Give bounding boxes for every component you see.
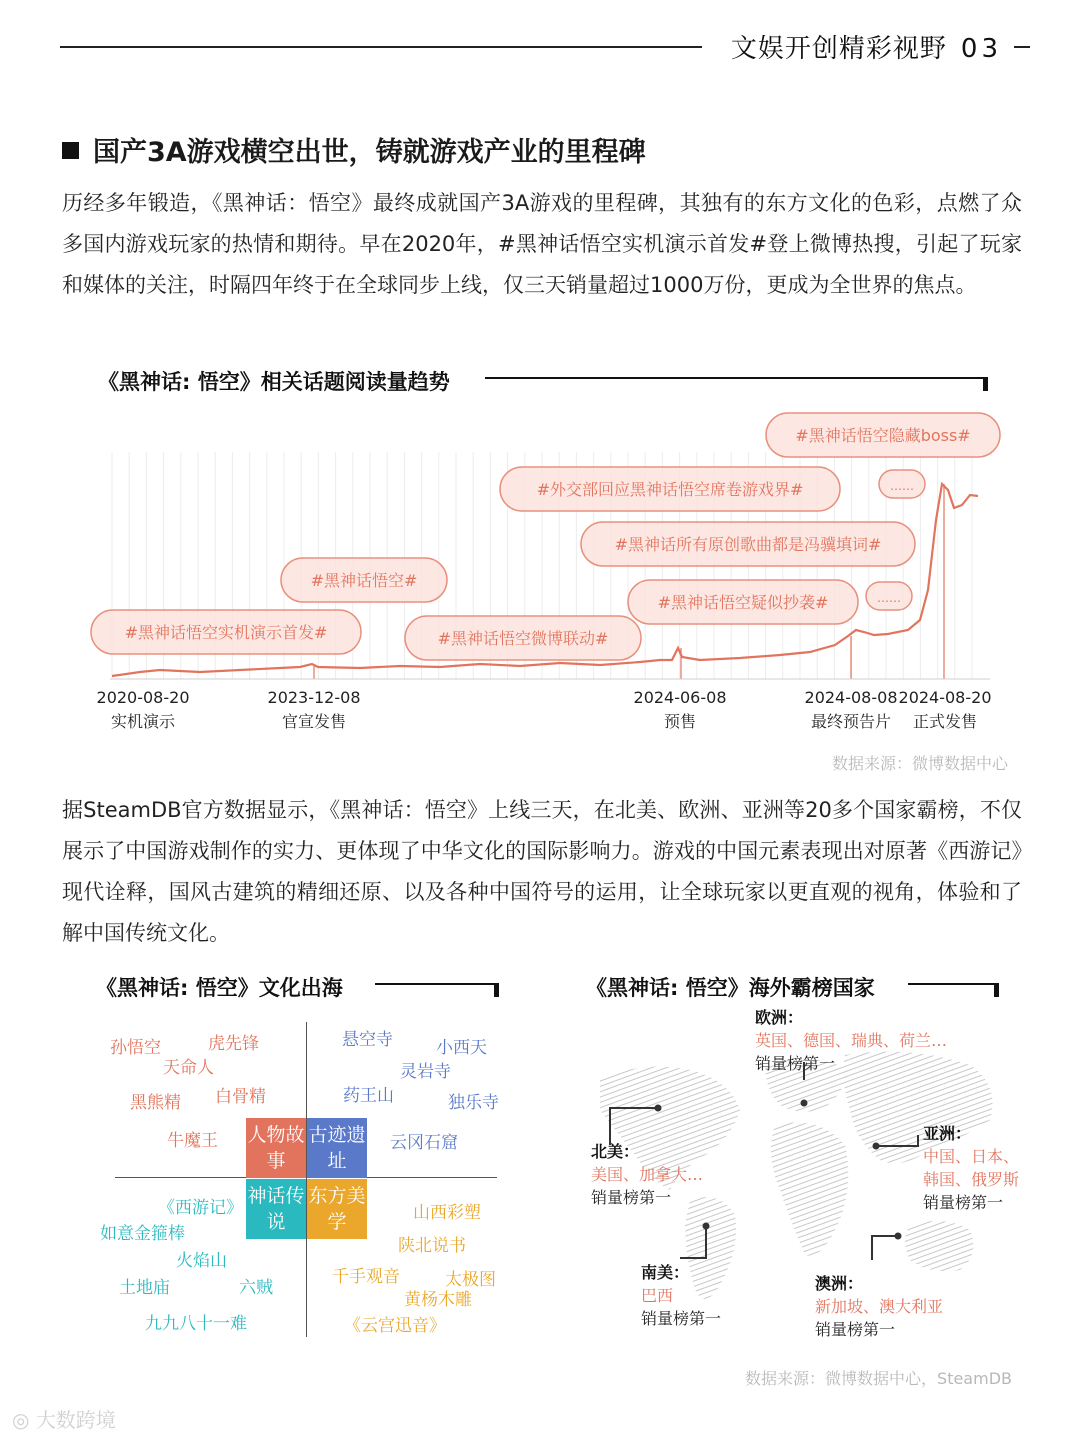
steam-paragraph: 据SteamDB官方数据显示，《黑神话：悟空》上线三天，在北美、欧洲、亚洲等20多个国家霸榜，不仅展示了中国游戏制作的实力、更体现了中华文化的国际影响力。游戏的中国元素表现出对原著《西游记》现代诠释，国风古建筑的精细还原、以及各种中国符号的运用，让全球玩家以更直观的视角，体验和了解中国传统文化。 <box>62 798 1022 945</box>
topic-label: #黑神话悟空实机演示首发# <box>124 623 328 642</box>
word-aesthetics: 黄杨木雕 <box>404 1290 472 1310</box>
word-myth: 如意金箍棒 <box>100 1224 185 1244</box>
x-label-date: 2023-12-08 <box>267 688 361 707</box>
x-label-date: 2024-08-08 <box>804 688 898 707</box>
word-myth: 九九八十一难 <box>145 1314 247 1334</box>
x-label-event: 预售 <box>663 712 697 731</box>
region-rank: 销量榜第一 <box>815 1320 896 1339</box>
x-label-event: 正式发售 <box>912 712 978 731</box>
header-rule <box>60 46 702 48</box>
chart-title-rule <box>485 377 985 379</box>
header-title-text: 文娱开创精彩视野 <box>730 34 947 64</box>
region-countries: 韩国、俄罗斯 <box>923 1170 1020 1189</box>
x-label-date: 2020-08-20 <box>96 688 190 707</box>
topic-label: …… <box>890 479 914 493</box>
overseas-title: 《黑神话: 悟空》海外霸榜国家 <box>586 976 875 1000</box>
continent-africa <box>771 1123 848 1256</box>
watermark-logo-icon: ◎ <box>12 1408 30 1432</box>
topic-label: #黑神话悟空疑似抄袭# <box>657 593 829 612</box>
region-rank: 销量榜第一 <box>755 1054 836 1073</box>
region-countries: 英国、德国、瑞典、荷兰… <box>755 1031 948 1050</box>
region-countries: 新加坡、澳大利亚 <box>815 1297 944 1316</box>
region-name: 北美： <box>591 1142 640 1161</box>
overseas-title-rule <box>908 983 998 985</box>
region-south-america <box>641 1261 721 1330</box>
region-rank: 销量榜第一 <box>641 1309 722 1328</box>
x-label-2024-08-20 <box>899 686 992 734</box>
x-label-event: 最终预告片 <box>810 712 892 731</box>
continent-oceania <box>905 1221 973 1271</box>
word-people: 牛魔王 <box>167 1131 218 1151</box>
region-name: 澳洲： <box>815 1274 864 1293</box>
overseas-source: 数据来源：微博数据中心，SteamDB <box>745 1369 1012 1388</box>
header-rule-end <box>1014 46 1030 48</box>
culture-title: 《黑神话: 悟空》文化出海 <box>96 976 343 1000</box>
word-heritage: 灵岩寺 <box>400 1062 451 1082</box>
header-title <box>731 28 1002 65</box>
word-myth: 六贼 <box>239 1278 273 1298</box>
x-label-2020-08-20 <box>97 686 190 734</box>
word-aesthetics: 千手观音 <box>332 1267 400 1287</box>
word-people: 虎先锋 <box>208 1034 259 1054</box>
topic-label: #黑神话悟空隐藏boss# <box>795 426 971 445</box>
region-oceania <box>815 1272 943 1341</box>
region-rank: 销量榜第一 <box>923 1193 1004 1212</box>
topic-label: #黑神话悟空# <box>310 571 418 590</box>
topic-label: #黑神话所有原创歌曲都是冯骥填词# <box>614 535 882 554</box>
word-myth: 火焰山 <box>176 1251 227 1271</box>
quadrant-people: 人物故事 <box>246 1118 306 1178</box>
dot-south-america <box>703 1223 710 1230</box>
culture-title-rule-cap <box>494 983 499 997</box>
word-people: 孙悟空 <box>110 1038 161 1058</box>
x-label-2023-12-08 <box>268 686 361 734</box>
region-europe <box>755 1006 947 1075</box>
region-name: 亚洲： <box>923 1124 972 1143</box>
marker-oceania <box>872 1236 898 1260</box>
word-aesthetics: 陕北说书 <box>398 1236 466 1256</box>
region-countries: 美国、加拿大… <box>591 1165 704 1184</box>
region-asia <box>923 1122 1019 1214</box>
x-label-date: 2024-06-08 <box>633 688 727 707</box>
word-heritage: 药王山 <box>343 1086 394 1106</box>
x-label-date: 2024-08-20 <box>898 688 992 707</box>
quadrant-vertical-axis <box>306 1022 307 1337</box>
trend-chart <box>0 400 1080 700</box>
overseas-title-rule-cap <box>994 983 999 997</box>
topic-label: #外交部回应黑神话悟空席卷游戏界# <box>536 480 804 499</box>
chart-source: 数据来源：微博数据中心 <box>831 754 1008 773</box>
chart-title-rule-cap <box>983 377 988 391</box>
section-title <box>62 130 646 169</box>
region-north-america <box>591 1140 703 1209</box>
quadrant-heritage: 古迹遗址 <box>307 1118 367 1178</box>
topic-bubbles <box>91 413 1000 660</box>
square-bullet-icon <box>62 142 79 159</box>
word-heritage: 云冈石窟 <box>390 1133 458 1153</box>
word-aesthetics: 太极图 <box>445 1270 496 1290</box>
word-heritage: 悬空寺 <box>342 1030 393 1050</box>
region-countries: 中国、日本、 <box>923 1147 1020 1166</box>
culture-title-rule <box>375 983 497 985</box>
topic-label: #黑神话悟空微博联动# <box>437 629 609 648</box>
region-rank: 销量榜第一 <box>591 1188 672 1207</box>
word-people: 天命人 <box>163 1058 214 1078</box>
x-label-2024-06-08 <box>634 686 727 734</box>
word-heritage: 独乐寺 <box>448 1093 499 1113</box>
intro-paragraph: 历经多年锻造，《黑神话：悟空》最终成就国产3A游戏的里程碑，其独有的东方文化的色彩，点燃了众多国内游戏玩家的热情和期待。早在2020年，#黑神话悟空实机演示首发#登上微博热搜，引起了玩家和媒体的关注，时隔四年终于在全球同步上线，仅三天销量超过1000万份，更成为全世界的焦点。 <box>62 191 1022 297</box>
watermark-text: 大数跨境 <box>35 1408 116 1432</box>
dot-asia <box>873 1143 880 1150</box>
region-name: 南美： <box>641 1263 690 1282</box>
page-number: 03 <box>960 34 1002 64</box>
x-label-event: 官宣发售 <box>281 712 347 731</box>
quadrant-aesthetics: 东方美学 <box>307 1179 367 1239</box>
region-countries: 巴西 <box>641 1286 674 1305</box>
chart-title: 《黑神话: 悟空》相关话题阅读量趋势 <box>98 370 450 394</box>
word-people: 白骨精 <box>215 1087 266 1107</box>
word-heritage: 小西天 <box>436 1038 487 1058</box>
x-label-event: 实机演示 <box>110 712 176 731</box>
dot-europe <box>801 1100 808 1107</box>
word-myth: 土地庙 <box>119 1278 170 1298</box>
watermark <box>12 1404 116 1433</box>
word-people: 黑熊精 <box>130 1093 181 1113</box>
dot-north-america <box>655 1105 662 1112</box>
section-title-text: 国产3A游戏横空出世，铸就游戏产业的里程碑 <box>93 137 646 168</box>
region-name: 欧洲： <box>755 1008 804 1027</box>
x-label-2024-08-08 <box>805 686 898 734</box>
quadrant-myth: 神话传说 <box>246 1179 306 1239</box>
dot-oceania <box>895 1233 902 1240</box>
word-myth: 《西游记》 <box>158 1198 243 1218</box>
quadrant-horizontal-axis <box>115 1177 497 1178</box>
word-aesthetics: 《云宫迅音》 <box>344 1316 446 1336</box>
word-aesthetics: 山西彩塑 <box>413 1203 481 1223</box>
topic-label: …… <box>877 591 901 605</box>
